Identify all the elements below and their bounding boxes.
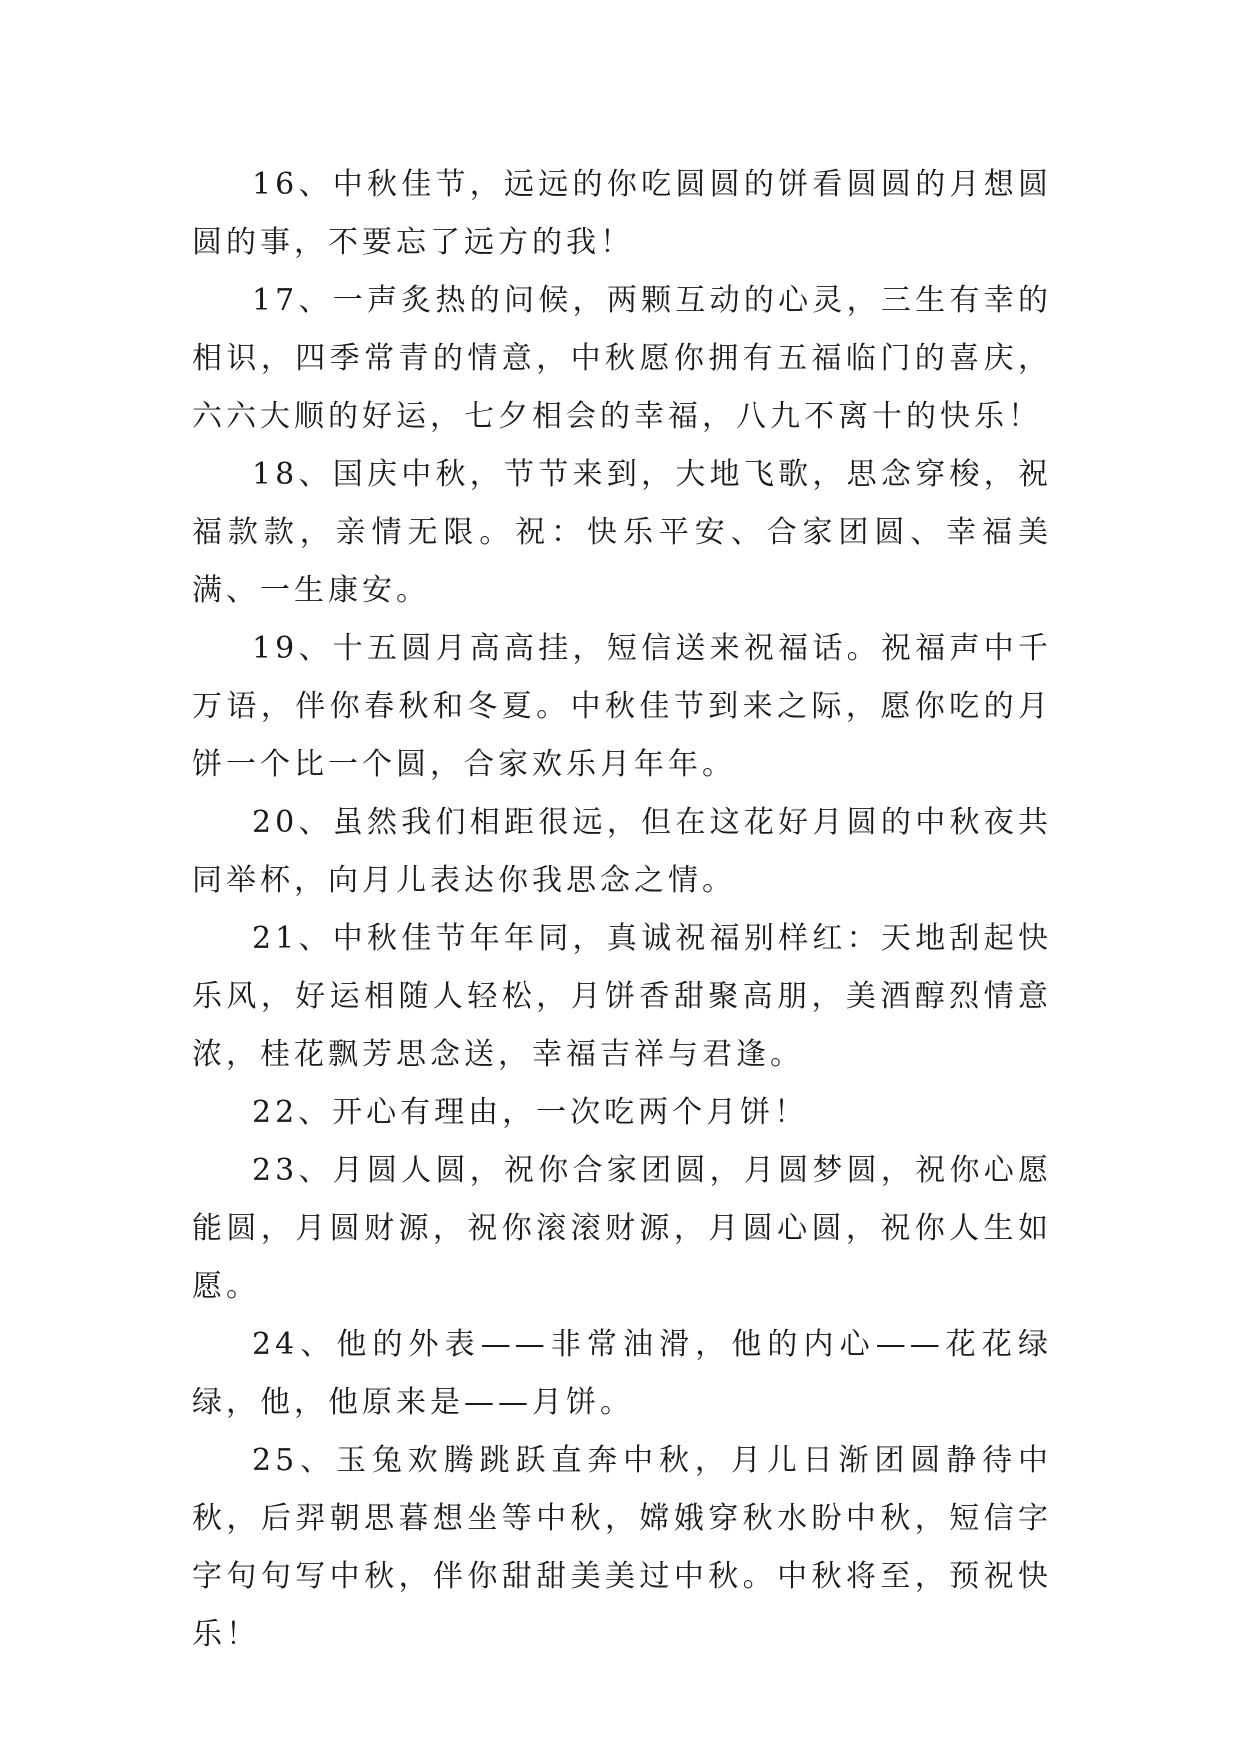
paragraph-19: 19、十五圆月高高挂，短信送来祝福话。祝福声中千万语，伴你春秋和冬夏。中秋佳节到来之际，愿你吃的月饼一个比一个圆，合家欢乐月年年。 <box>192 631 1052 782</box>
paragraph-25: 25、玉兔欢腾跳跃直奔中秋，月儿日渐团圆静待中秋，后羿朝思暮想坐等中秋，嫦娥穿秋水盼中秋，短信字字句句写中秋，伴你甜甜美美过中秋。中秋将至，预祝快乐！ <box>192 1443 1052 1652</box>
paragraph-22: 22、开心有理由，一次吃两个月饼！ <box>252 1095 809 1130</box>
paragraph-24: 24、他的外表——非常油滑，他的内心——花花绿绿，他，他原来是——月饼。 <box>192 1327 1052 1420</box>
document-body <box>192 156 1052 1664</box>
paragraph-21: 21、中秋佳节年年同，真诚祝福别样红：天地刮起快乐风，好运相随人轻松，月饼香甜聚高朋，美酒醇烈情意浓，桂花飘芳思念送，幸福吉祥与君逢。 <box>192 921 1052 1072</box>
paragraph-16: 16、中秋佳节，远远的你吃圆圆的饼看圆圆的月想圆圆的事，不要忘了远方的我！ <box>192 167 1052 260</box>
paragraph-17: 17、一声炙热的问候，两颗互动的心灵，三生有幸的相识，四季常青的情意，中秋愿你拥有五福临门的喜庆，六六大顺的好运，七夕相会的幸福，八九不离十的快乐！ <box>192 283 1052 434</box>
paragraph-18: 18、国庆中秋，节节来到，大地飞歌，思念穿梭，祝福款款，亲情无限。祝：快乐平安、合家团圆、幸福美满、一生康安。 <box>192 457 1052 608</box>
paragraph-23: 23、月圆人圆，祝你合家团圆，月圆梦圆，祝你心愿能圆，月圆财源，祝你滚滚财源，月圆心圆，祝你人生如愿。 <box>192 1153 1052 1304</box>
paragraph-20: 20、虽然我们相距很远，但在这花好月圆的中秋夜共同举杯，向月儿表达你我思念之情。 <box>192 805 1052 898</box>
